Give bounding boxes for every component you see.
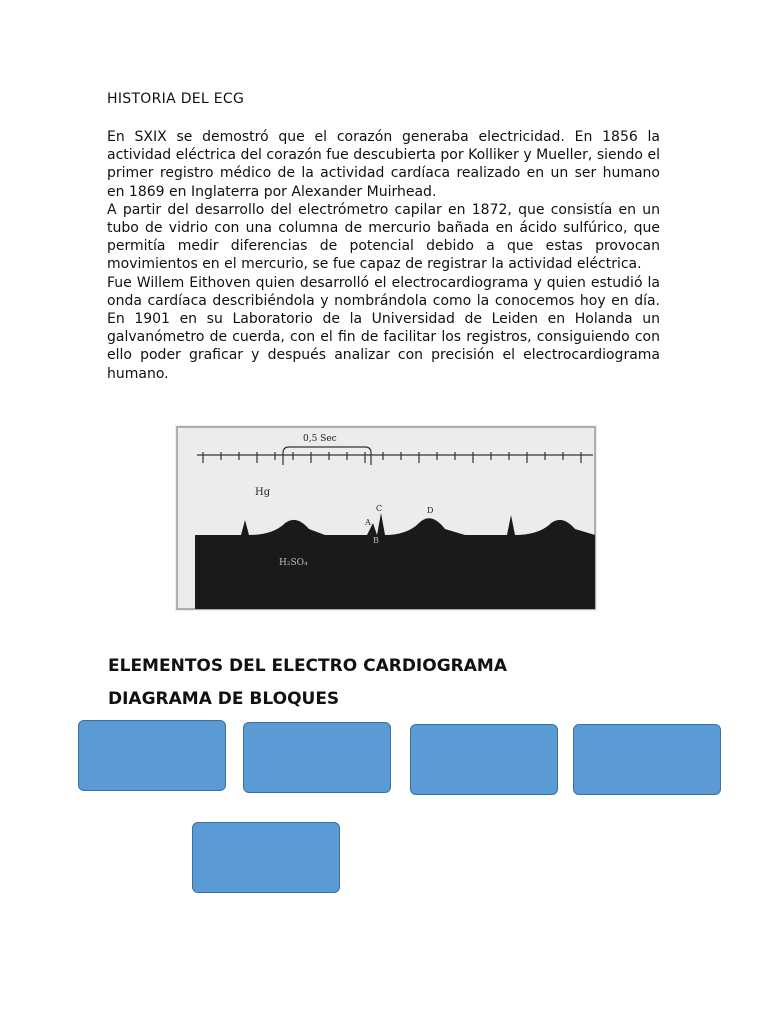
h2so4-label: H₂SO₄: [279, 558, 308, 568]
block-diagram-box-2: [243, 722, 391, 793]
history-paragraph-1: En SXIX se demostró que el corazón generaba electricidad. En 1856 la actividad eléctrica del corazón fue descubierta por Kolliker y Mueller, siendo el primer registro médico de la actividad cardíaca realizado en un ser humano en 1869 en Inglaterra por Alexander Muirhead.: [107, 129, 660, 200]
history-body: [107, 128, 660, 383]
block-diagram-box-1: [78, 720, 226, 791]
history-paragraph-3: Fue Willem Eithoven quien desarrolló el electrocardiograma y quien estudió la onda cardíaca describiéndola y nombrándola como la conocemos hoy en día. En 1901 en su Laboratorio de la Universidad de Leiden en Holanda un galvanómetro de cuerda, con el fin de facilitar los registros, consiguiendo con ello poder graficar y después analizar con precisión el electrocardiograma humano.: [107, 274, 660, 382]
diagram-heading: DIAGRAMA DE BLOQUES: [108, 689, 340, 709]
wave-label-a: A: [365, 518, 371, 527]
elements-heading: ELEMENTOS DEL ELECTRO CARDIOGRAMA: [108, 656, 507, 676]
hg-label: Hg: [255, 487, 271, 498]
scale-label: 0,5 Sec: [303, 434, 337, 444]
wave-label-d: D: [427, 506, 434, 515]
history-paragraph-2: A partir del desarrollo del electrómetro capilar en 1872, que consistía en un tubo de vidrio con una columna de mercurio bañada en ácido sulfúrico, que permitía medir diferencias de potencial debido a que estas provocan movimientos en el mercurio, se fue capaz de registrar la actividad eléctrica.: [107, 201, 660, 273]
wave-label-c: C: [376, 504, 383, 513]
history-title: HISTORIA DEL ECG: [107, 91, 245, 107]
capillary-electrometer-recording: [175, 425, 597, 611]
block-diagram-box-4: [573, 724, 721, 795]
wave-label-b: B: [373, 536, 379, 545]
block-diagram-box-5: [192, 822, 340, 893]
block-diagram-box-3: [410, 724, 558, 795]
